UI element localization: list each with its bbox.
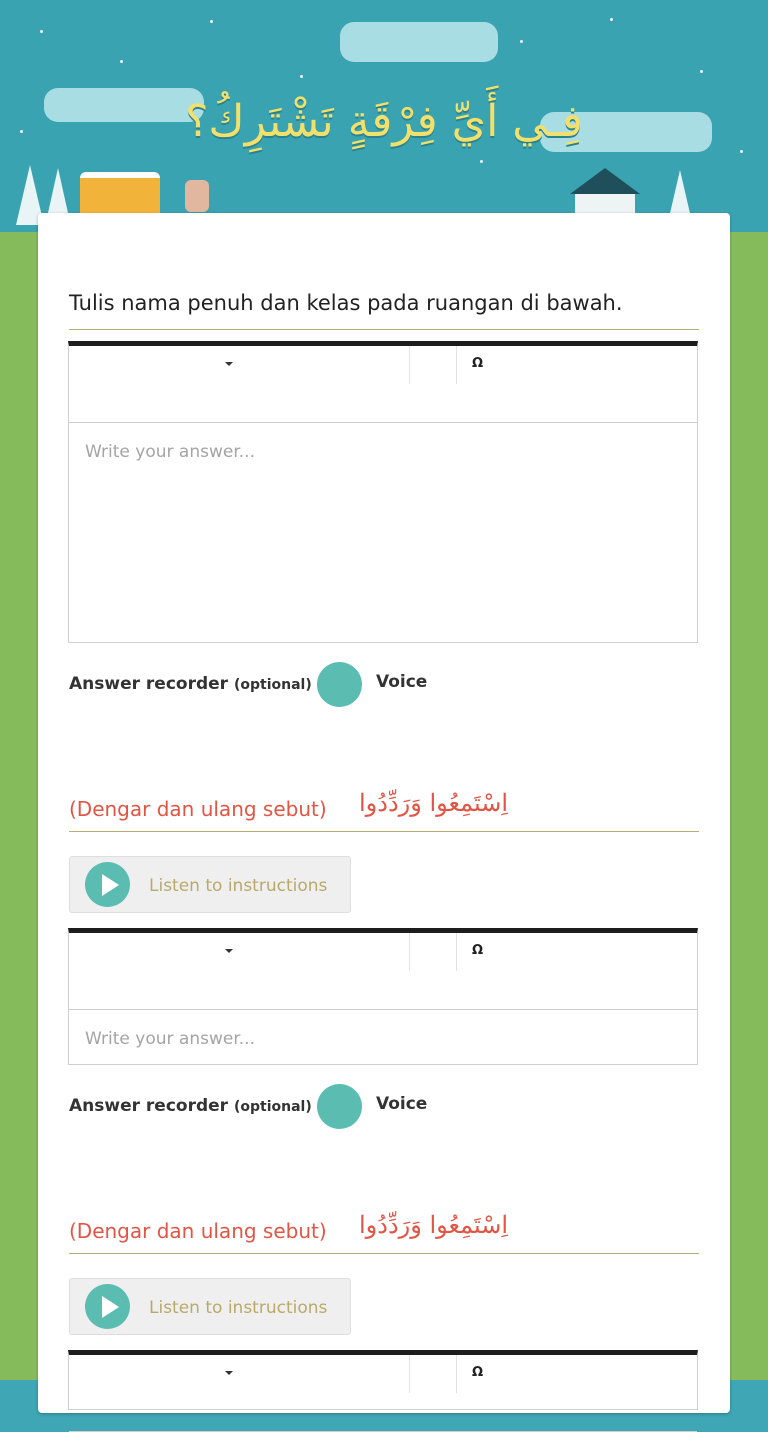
answer-editor [68,1350,698,1410]
special-char-button[interactable]: Ω [472,943,484,958]
answer-editor [68,928,698,1065]
special-char-button[interactable]: Ω [472,1365,484,1380]
recorder-label: Answer recorder (optional) [69,1096,312,1116]
record-button[interactable] [317,662,362,707]
format-dropdown[interactable] [69,933,410,971]
reindeer-icon [185,180,209,212]
play-icon[interactable] [85,862,130,907]
prompt-arabic: اِسْتَمِعُوا وَرَدِّدُوا [359,1211,508,1239]
special-char-button[interactable]: Ω [472,356,484,371]
record-button[interactable] [317,1084,362,1129]
listen-button[interactable] [69,856,351,913]
optional-tag: (optional) [233,677,312,693]
prompt-latin: (Dengar dan ulang sebut) [69,797,327,821]
editor-toolbar [69,1355,697,1432]
play-icon[interactable] [85,1284,130,1329]
page-title: فِـي أَيِّ فِرْقَةٍ تَشْتَرِكُ؟ [185,96,583,147]
recorder-label: Answer recorder (optional) [69,674,312,694]
voice-label: Voice [376,1094,428,1114]
cloud-icon [340,22,498,62]
toolbar-divider [456,933,457,971]
toolbar-divider [456,1355,457,1393]
question-prompt: Tulis nama penuh dan kelas pada ruangan di bawah. [69,291,699,330]
question-prompt [69,781,699,832]
prompt-arabic: اِسْتَمِعُوا وَرَدِّدُوا [359,789,508,817]
listen-label: Listen to instructions [149,876,328,896]
chevron-down-icon [225,1371,233,1375]
voice-label: Voice [376,672,428,692]
optional-tag: (optional) [233,1099,312,1115]
toolbar-divider [456,346,457,384]
format-dropdown[interactable] [69,346,410,384]
answer-input[interactable]: Write your answer... [85,1029,255,1049]
chevron-down-icon [225,949,233,953]
editor-toolbar [69,346,697,423]
prompt-latin: (Dengar dan ulang sebut) [69,1219,327,1243]
answer-editor [68,341,698,643]
editor-toolbar [69,933,697,1010]
listen-label: Listen to instructions [149,1298,328,1318]
format-dropdown[interactable] [69,1355,410,1393]
roof-icon [570,168,640,194]
question-prompt [69,1203,699,1254]
listen-button[interactable] [69,1278,351,1335]
chevron-down-icon [225,362,233,366]
answer-input[interactable]: Write your answer... [85,442,255,462]
worksheet-card [38,213,730,1413]
